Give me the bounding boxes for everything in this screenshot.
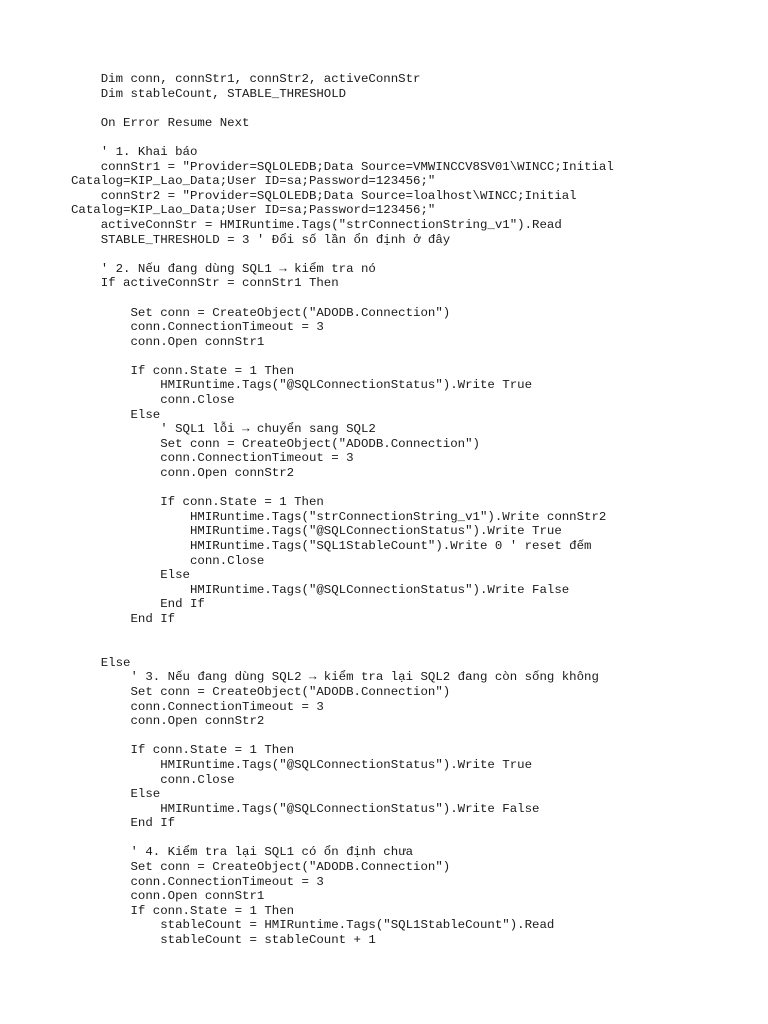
code-line: STABLE_THRESHOLD = 3 ' Đổi số lần ổn định ở đây — [71, 232, 451, 247]
code-line: Set conn = CreateObject("ADODB.Connection") — [71, 305, 451, 320]
code-line — [71, 247, 761, 262]
code-line: ' 2. Nếu đang dùng SQL1 → kiểm tra nó — [71, 261, 376, 276]
code-line: conn.Close — [71, 393, 235, 408]
code-line: Set conn = CreateObject("ADODB.Connection") — [71, 436, 480, 451]
code-line: conn.ConnectionTimeout = 3 — [71, 874, 324, 889]
code-line: ' SQL1 lỗi → chuyển sang SQL2 — [71, 422, 376, 437]
code-line — [71, 481, 761, 496]
code-line: conn.Close — [71, 772, 235, 787]
code-line: If conn.State = 1 Then — [71, 903, 295, 918]
code-line: Else — [71, 787, 161, 802]
code-line: conn.Open connStr1 — [71, 334, 265, 349]
code-line: conn.Open connStr2 — [71, 466, 295, 481]
code-line: ' 1. Khai báo — [71, 144, 198, 159]
code-line: HMIRuntime.Tags("@SQLConnectionStatus").Write False — [71, 801, 540, 816]
code-line: Dim conn, connStr1, connStr2, activeConnStr — [71, 72, 421, 86]
code-line: HMIRuntime.Tags("@SQLConnectionStatus").Write True — [71, 378, 533, 393]
code-line: conn.Open connStr2 — [71, 714, 265, 729]
code-line: If conn.State = 1 Then — [71, 743, 295, 758]
code-line: conn.ConnectionTimeout = 3 — [71, 699, 324, 714]
code-line: ' 4. Kiểm tra lại SQL1 có ổn định chưa — [71, 845, 414, 860]
code-line: End If — [71, 816, 176, 831]
code-line: HMIRuntime.Tags("@SQLConnectionStatus").Write True — [71, 757, 533, 772]
code-line: Else — [71, 407, 161, 422]
code-line — [71, 130, 761, 145]
code-line: connStr2 = "Provider=SQLOLEDB;Data Source=loalhost\WINCC;Initial — [71, 188, 577, 203]
code-line: conn.Open connStr1 — [71, 889, 265, 904]
code-line — [71, 101, 761, 116]
code-line: If conn.State = 1 Then — [71, 495, 324, 510]
code-line: End If — [71, 611, 176, 626]
code-line: HMIRuntime.Tags("strConnectionString_v1").Write connStr2 — [71, 509, 607, 524]
code-line: Set conn = CreateObject("ADODB.Connection") — [71, 860, 451, 875]
code-line: HMIRuntime.Tags("@SQLConnectionStatus").Write False — [71, 582, 570, 597]
code-line — [71, 729, 761, 744]
code-line — [71, 831, 761, 846]
code-line: Dim stableCount, STABLE_THRESHOLD — [71, 86, 347, 101]
code-line: On Error Resume Next — [71, 115, 250, 130]
code-line — [71, 291, 761, 306]
code-block — [71, 72, 761, 948]
code-line: Catalog=KIP_Lao_Data;User ID=sa;Password=123456;" — [71, 174, 436, 189]
code-line: stableCount = stableCount + 1 — [71, 933, 376, 948]
code-line: conn.Close — [71, 553, 265, 568]
code-line: stableCount = HMIRuntime.Tags("SQL1StableCount").Read — [71, 918, 555, 933]
code-line: conn.ConnectionTimeout = 3 — [71, 320, 324, 335]
code-line: activeConnStr = HMIRuntime.Tags("strConnectionString_v1").Read — [71, 217, 562, 232]
code-line: Catalog=KIP_Lao_Data;User ID=sa;Password=123456;" — [71, 203, 436, 218]
code-line: conn.ConnectionTimeout = 3 — [71, 451, 354, 466]
code-line: HMIRuntime.Tags("SQL1StableCount").Write 0 ' reset đếm — [71, 539, 592, 553]
code-line: HMIRuntime.Tags("@SQLConnectionStatus").Write True — [71, 524, 562, 539]
code-line: Else — [71, 655, 131, 670]
code-line: Else — [71, 568, 190, 583]
code-line — [71, 641, 761, 656]
code-line: End If — [71, 597, 205, 612]
code-line: ' 3. Nếu đang dùng SQL2 → kiểm tra lại SQL2 đang còn sống không — [71, 670, 599, 685]
code-line: If conn.State = 1 Then — [71, 363, 295, 378]
code-line — [71, 349, 761, 364]
code-line: If activeConnStr = connStr1 Then — [71, 276, 339, 291]
code-line — [71, 627, 761, 642]
code-line: connStr1 = "Provider=SQLOLEDB;Data Source=VMWINCCV8SV01\WINCC;Initial — [71, 159, 614, 174]
code-line: Set conn = CreateObject("ADODB.Connection") — [71, 684, 451, 699]
